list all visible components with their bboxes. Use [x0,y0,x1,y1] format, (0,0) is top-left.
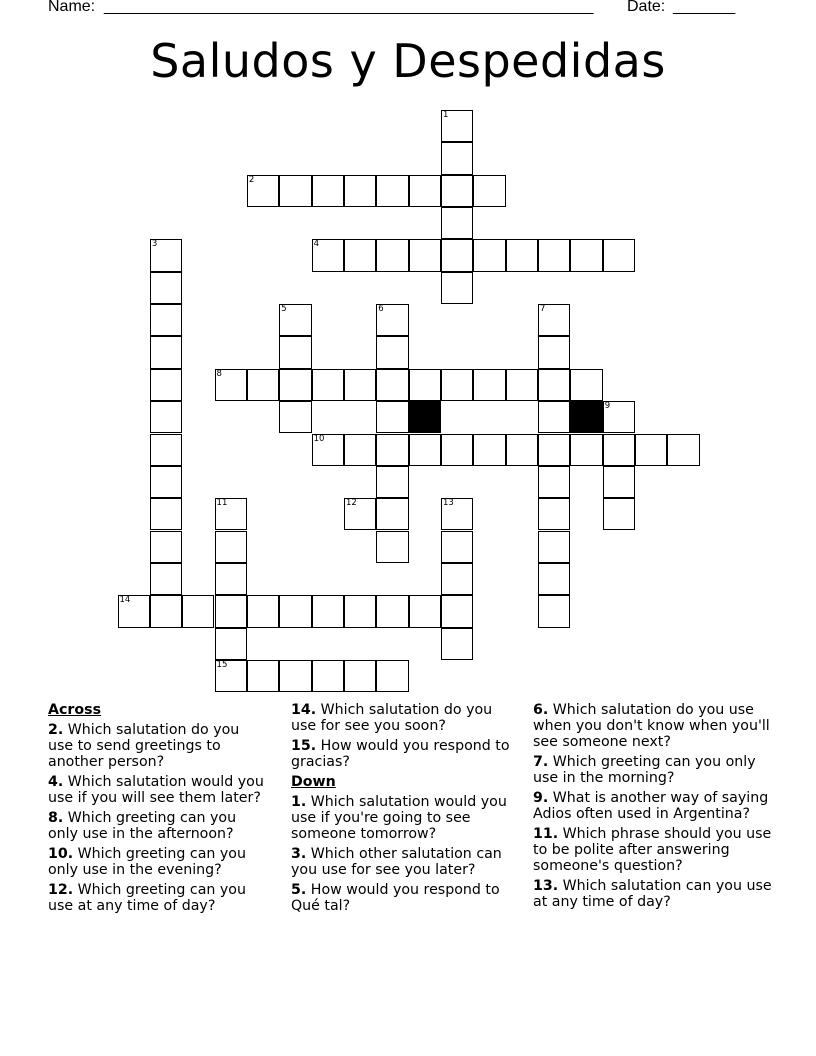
page-title: Saludos y Despedidas [150,34,666,88]
grid-cell[interactable] [312,660,344,692]
name-field-line[interactable]: _______________________________________________________ [104,0,594,15]
grid-cell[interactable] [150,498,182,530]
grid-cell[interactable] [150,595,182,627]
black-square [570,401,602,433]
clue-across-14 [291,702,517,734]
grid-cell[interactable] [473,369,505,401]
grid-cell[interactable] [150,336,182,368]
grid-cell[interactable] [312,369,344,401]
clue-text: Which salutation do you use to send greetings to another person? [48,722,240,770]
clue-down-7 [533,754,773,786]
clue-number-label: 13 [443,498,454,509]
clue-across-2 [48,722,264,770]
clue-down-6 [533,702,773,750]
grid-cell[interactable] [312,434,344,466]
across-heading: Across [48,702,102,718]
grid-cell[interactable] [376,498,408,530]
grid-cell[interactable] [344,595,376,627]
grid-cell[interactable] [279,401,311,433]
clue-text: Which greeting can you use at any time of day? [48,882,246,914]
black-square [409,401,441,433]
grid-cell[interactable] [279,660,311,692]
grid-cell[interactable] [376,304,408,336]
grid-cell[interactable] [473,434,505,466]
grid-cell[interactable] [570,369,602,401]
grid-cell[interactable] [409,369,441,401]
grid-cell[interactable] [538,498,570,530]
clue-across-12 [48,882,264,914]
clue-number-label: 10 [313,433,325,444]
grid-cell[interactable] [150,272,182,304]
clue-number: 5. [291,882,307,898]
clue-number-label: 6 [378,304,384,315]
grid-cell[interactable] [150,563,182,595]
clue-down-9 [533,790,773,822]
grid-cell[interactable] [182,595,214,627]
clue-text: Which other salutation can you use for see you later? [291,846,502,878]
grid-cell[interactable] [409,434,441,466]
grid-cell[interactable] [118,595,150,627]
grid-cell[interactable] [603,239,635,271]
grid-cell[interactable] [376,434,408,466]
grid-cell[interactable] [344,369,376,401]
clue-down-11 [533,826,773,874]
grid-cell[interactable] [441,531,473,563]
clue-down-13 [533,878,773,910]
clue-number-label: 3 [151,239,158,250]
grid-cell[interactable] [376,531,408,563]
clue-number: 15. [291,738,317,754]
clue-number: 9. [533,790,549,806]
grid-cell[interactable] [344,660,376,692]
down-heading: Down [291,774,336,790]
clue-text: Which salutation can you use at any time of day? [533,878,772,910]
grid-cell[interactable] [441,563,473,595]
grid-cell[interactable] [506,434,538,466]
grid-cell[interactable] [441,272,473,304]
grid-cell[interactable] [247,175,279,207]
clue-down-3 [291,846,517,878]
grid-cell[interactable] [150,434,182,466]
grid-cell[interactable] [215,595,247,627]
grid-cell[interactable] [150,369,182,401]
grid-cell[interactable] [538,304,570,336]
clue-number: 12. [48,882,74,898]
clue-across-15 [291,738,517,770]
grid-cell[interactable] [667,434,699,466]
clue-number-label: 1 [443,110,449,120]
clue-text: Which salutation would you use if you're going to see someone tomorrow? [291,794,507,842]
grid-cell[interactable] [538,531,570,563]
clue-number-label: 11 [216,498,228,509]
grid-cell[interactable] [376,175,408,207]
grid-cell[interactable] [279,304,311,336]
grid-cell[interactable] [506,369,538,401]
grid-cell[interactable] [312,595,344,627]
grid-cell[interactable] [538,434,570,466]
clue-number-label: 8 [216,368,222,379]
grid-cell[interactable] [570,434,602,466]
clue-number: 2. [48,722,64,738]
grid-cell[interactable] [635,434,667,466]
grid-cell[interactable] [312,239,344,271]
clue-number: 14. [291,702,317,718]
grid-cell[interactable] [215,660,247,692]
clue-text: Which phrase should you use to be polite after answering someone's question? [533,826,772,874]
grid-cell[interactable] [538,401,570,433]
grid-cell[interactable] [279,336,311,368]
grid-cell[interactable] [603,498,635,530]
grid-cell[interactable] [441,239,473,271]
clue-text: How would you respond to Qué tal? [291,882,500,914]
clues-column-2 [291,702,517,918]
clue-number-label: 5 [281,304,287,315]
grid-cell[interactable] [215,531,247,563]
grid-cell[interactable] [603,434,635,466]
grid-cell[interactable] [215,563,247,595]
clue-text: Which greeting can you only use in the evening? [48,846,246,878]
grid-cell[interactable] [376,595,408,627]
grid-cell[interactable] [344,498,376,530]
grid-cell[interactable] [441,498,473,530]
grid-cell[interactable] [570,239,602,271]
grid-cell[interactable] [279,595,311,627]
clue-across-8 [48,810,264,842]
clue-number-label: 9 [604,401,611,412]
name-label: Name: [48,0,96,15]
grid-cell[interactable] [344,239,376,271]
grid-cell[interactable] [538,595,570,627]
grid-cell[interactable] [409,175,441,207]
clue-number-label: 2 [248,174,255,185]
grid-cell[interactable] [150,304,182,336]
clue-number: 3. [291,846,307,862]
clue-number-label: 7 [540,304,546,315]
grid-cell[interactable] [441,369,473,401]
clue-text: Which salutation would you use if you will see them later? [48,774,264,806]
grid-cell[interactable] [538,369,570,401]
grid-cell[interactable] [441,142,473,174]
grid-cell[interactable] [279,175,311,207]
grid-cell[interactable] [538,563,570,595]
clue-number-label: 15 [216,659,228,670]
grid-cell[interactable] [150,466,182,498]
grid-cell[interactable] [279,369,311,401]
date-field-line[interactable]: _______ [673,0,736,15]
grid-cell[interactable] [344,434,376,466]
grid-cell[interactable] [603,401,635,433]
grid-cell[interactable] [215,498,247,530]
clue-text: What is another way of saying Adios often used in Argentina? [533,790,769,822]
grid-cell[interactable] [603,466,635,498]
clues-column-1 [48,702,264,918]
grid-cell[interactable] [344,175,376,207]
clue-number: 11. [533,826,559,842]
clue-text: Which greeting can you only use in the morning? [533,754,756,786]
clue-text: Which salutation do you use when you don't know when you'll see someone next? [533,702,770,750]
grid-cell[interactable] [376,401,408,433]
clue-down-5 [291,882,517,914]
grid-cell[interactable] [441,175,473,207]
grid-cell[interactable] [150,401,182,433]
grid-cell[interactable] [441,434,473,466]
clue-down-1 [291,794,517,842]
clue-number: 10. [48,846,74,862]
clue-number-label: 14 [119,595,131,606]
grid-cell[interactable] [409,595,441,627]
grid-cell[interactable] [247,595,279,627]
grid-cell[interactable] [247,660,279,692]
grid-cell[interactable] [376,239,408,271]
grid-cell[interactable] [150,239,182,271]
grid-cell[interactable] [441,110,473,142]
clue-number: 6. [533,702,549,718]
clue-text: How would you respond to gracias? [291,738,510,770]
grid-cell[interactable] [538,466,570,498]
grid-cell[interactable] [538,239,570,271]
clue-number: 7. [533,754,549,770]
clue-number-label: 4 [313,239,320,250]
clue-number: 8. [48,810,64,826]
grid-cell[interactable] [150,531,182,563]
grid-cell[interactable] [441,207,473,239]
grid-cell[interactable] [376,336,408,368]
clue-number-label: 12 [345,498,357,509]
clue-text: Which salutation do you use for see you soon? [291,702,493,734]
grid-cell[interactable] [215,628,247,660]
clue-across-4 [48,774,264,806]
grid-cell[interactable] [538,336,570,368]
grid-cell[interactable] [409,239,441,271]
clues-column-3 [533,702,773,914]
grid-cell[interactable] [376,466,408,498]
grid-cell[interactable] [506,239,538,271]
grid-cell[interactable] [441,595,473,627]
clue-number: 13. [533,878,559,894]
grid-cell[interactable] [473,175,505,207]
grid-cell[interactable] [376,369,408,401]
grid-cell[interactable] [215,369,247,401]
clue-number: 1. [291,794,307,810]
grid-cell[interactable] [441,628,473,660]
date-label: Date: [627,0,666,15]
grid-cell[interactable] [376,660,408,692]
grid-cell[interactable] [247,369,279,401]
grid-cell[interactable] [312,175,344,207]
clue-text: Which greeting can you only use in the afternoon? [48,810,237,842]
grid-cell[interactable] [473,239,505,271]
clue-number: 4. [48,774,64,790]
clue-across-10 [48,846,264,878]
